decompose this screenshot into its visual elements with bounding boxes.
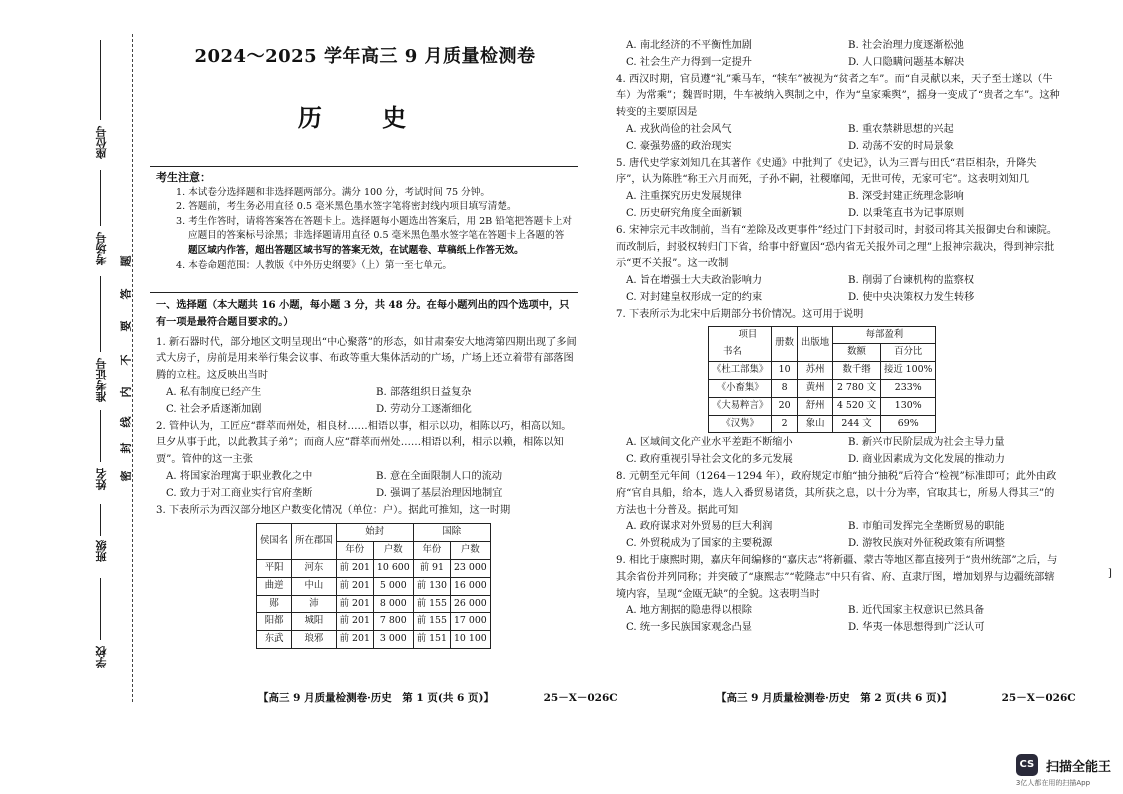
q1-option-d[interactable]: D. 劳动分工逐渐细化 xyxy=(376,403,472,415)
q3-col-guo: 国除 xyxy=(413,524,490,542)
q3-col-hu: 户数 xyxy=(373,542,413,560)
q5-options xyxy=(616,189,1062,223)
table-cell: 244 文 xyxy=(833,415,881,433)
divider-notice xyxy=(150,292,578,293)
q2-option-d[interactable]: D. 强调了基层治理因地制宜 xyxy=(376,487,503,499)
q3-col-year: 年份 xyxy=(413,542,450,560)
q4-option-a[interactable]: A. 戎狄尚俭的社会风气 xyxy=(626,123,732,135)
table-cell: 8 000 xyxy=(373,595,413,613)
q3-table-body xyxy=(257,559,491,648)
q3-col-feng: 始封 xyxy=(336,524,413,542)
q6-option-c[interactable]: C. 对封建皇权形成一定的约束 xyxy=(626,291,763,303)
q6-option-d[interactable]: D. 使中央决策权力发生转移 xyxy=(848,291,975,303)
table-cell: 曲逆 xyxy=(257,577,292,595)
q4-option-d[interactable]: D. 动荡不安的时局景象 xyxy=(848,140,954,152)
q7-option-d[interactable]: D. 商业因素成为文化发展的推动力 xyxy=(848,454,1005,466)
name-line[interactable] xyxy=(100,410,101,462)
seal-char: 内 xyxy=(119,386,133,398)
q3-options xyxy=(616,38,1062,72)
class-line[interactable] xyxy=(100,504,101,536)
notice-item: 应题目的答案标号涂黑；非选择题请用直径 0.5 毫米黑色墨水签字笔在答题卡上各题的答 xyxy=(188,230,565,242)
q2-options xyxy=(156,469,578,503)
q3-col-state: 侯国名 xyxy=(257,524,292,560)
q4-option-b[interactable]: B. 重农禁耕思想的兴起 xyxy=(848,123,954,135)
q7-table-body xyxy=(709,362,936,433)
table-row xyxy=(709,415,936,433)
scanner-watermark xyxy=(1016,754,1111,788)
table-cell: 10 600 xyxy=(373,559,413,577)
table-cell: 3 000 xyxy=(373,631,413,649)
table-row xyxy=(257,577,491,595)
table-cell: 《大易粹言》 xyxy=(709,397,772,415)
name-label: 姓名 xyxy=(95,468,108,490)
table-cell: 17 000 xyxy=(450,613,490,631)
q9-option-a[interactable]: A. 地方割据的隐患得以根除 xyxy=(626,605,752,617)
q8-option-d[interactable]: D. 游牧民族对外征税政策有所调整 xyxy=(848,538,1005,550)
seal-char: 密 xyxy=(119,470,133,482)
q3-col-year: 年份 xyxy=(336,542,373,560)
exam-title: 2024～2025 学年高三 9 月质量检测卷 xyxy=(194,46,536,67)
q4-option-c[interactable]: C. 豪强势盛的政治现实 xyxy=(626,140,732,152)
q3-option-c[interactable]: C. 社会生产力得到一定提升 xyxy=(626,56,752,68)
table-row xyxy=(257,631,491,649)
notice-item: 2. 答题前，考生务必用直径 0.5 毫米黑色墨水签字笔将密封线内项目填写清楚。 xyxy=(176,201,517,213)
q8-stem: 8. 元朝至元年间（1264－1294 年），政府规定市舶“抽分抽税”后符合“检视”标准即可；此外由政府“官自具船，给本，选人入番贸易诸货，其所获之息，以十分为率，官取其七，所易人得其三”的方法也十分普及。据此可知 xyxy=(616,470,1057,516)
q6-stem: 6. 宋神宗元丰改制前，当有“差除及改更事件”经过门下封驳司时，封驳司将其关报御史台和谏院。而改制后，封驳权转归门下省，给事中舒亶因“恐内省无关报外司之理”上报神宗裁决，得到神宗批示“更不关报”。这一改制 xyxy=(616,224,1058,270)
table-cell: 前 201 xyxy=(336,559,373,577)
table-cell: 阳都 xyxy=(257,613,292,631)
q1-options xyxy=(156,385,578,419)
q8-option-c[interactable]: C. 外贸税成为了国家的主要税源 xyxy=(626,538,773,550)
table-cell: 《小畜集》 xyxy=(709,379,772,397)
seal-char: 封 xyxy=(119,442,133,454)
subject-title: 历 史 xyxy=(297,103,433,132)
q9-stem: 9. 相比于康熙时期，嘉庆年间编修的“嘉庆志”将新疆、蒙古等地区都直接列于“贵州统部”之后，与其余省份并列同称；并突破了“康熙志”“乾隆志”中只有省、府、直隶厅图，增加划界与边疆统部辖境内容，呈现“金瓯无缺”的全貌。这表明当时 xyxy=(616,554,1058,600)
q7-table xyxy=(708,326,936,434)
table-cell: 河东 xyxy=(292,559,337,577)
q5-option-c[interactable]: C. 历史研究角度全面新颖 xyxy=(626,207,742,219)
seat-line[interactable] xyxy=(100,40,101,120)
q1-stem: 1. 新石器时代，部分地区文明呈现出“中心聚落”的形态，如甘肃秦安大地湾第四期出现了多间式大房子，房前是用来举行集会议事、布政等重大集体活动的广场，广场上还立着带有部落图腾的立柱。这反映出当时 xyxy=(156,336,577,382)
q5-option-b[interactable]: B. 深受封建正统理念影响 xyxy=(848,191,964,203)
q7-col-pct: 百分比 xyxy=(880,344,936,362)
section-intro: 一、选择题（本大题共 16 小题，每小题 3 分，共 48 分。在每小题列出的四个选项中，只有一项是最符合题目要求的。） xyxy=(156,299,570,328)
table-cell: 233% xyxy=(880,379,936,397)
scanner-logo-icon: CS xyxy=(1016,754,1038,776)
q5-option-d[interactable]: D. 以秉笔直书为记事原则 xyxy=(848,207,965,219)
q1-option-a[interactable]: A. 私有制度已经产生 xyxy=(166,386,262,398)
q9-option-b[interactable]: B. 近代国家主权意识已然具备 xyxy=(848,605,985,617)
q9-option-d[interactable]: D. 华夷一体思想得到广泛认可 xyxy=(848,622,985,634)
table-cell: 《汉隽》 xyxy=(709,415,772,433)
q3-option-a[interactable]: A. 南北经济的不平衡性加剧 xyxy=(626,40,752,51)
table-cell: 10 100 xyxy=(450,631,490,649)
table-row xyxy=(257,595,491,613)
table-cell: 郧 xyxy=(257,595,292,613)
q8-options xyxy=(616,519,1062,553)
notice-item: 3. 考生作答时，请将答案答在答题卡上。选择题每小题选出答案后，用 2B 铅笔把答题卡上对 xyxy=(176,215,573,227)
seal-char: 答 xyxy=(119,288,133,300)
q2-option-a[interactable]: A. 将国家治理寓于职业教化之中 xyxy=(166,470,313,482)
q7-header-book: 书名 xyxy=(723,345,742,357)
table-cell: 10 xyxy=(772,362,798,380)
table-cell: 前 151 xyxy=(413,631,450,649)
table-cell: 4 520 文 xyxy=(833,397,881,415)
right-column xyxy=(616,38,1062,637)
q7-col-num: 数额 xyxy=(833,344,881,362)
q5-option-a[interactable]: A. 注重探究历史发展规律 xyxy=(626,191,742,203)
notice-item: 题区域内作答，超出答题区域书写的答案无效，在试题卷、草稿纸上作答无效。 xyxy=(188,244,524,256)
q3-col-loc: 所在郡国 xyxy=(292,524,337,560)
footer-page2-code: 25－X－026C xyxy=(1001,692,1076,704)
table-cell: 接近 100% xyxy=(880,362,936,380)
q4-options xyxy=(616,122,1062,156)
table-cell: 城阳 xyxy=(292,613,337,631)
q9-option-c[interactable]: C. 统一多民族国家观念凸显 xyxy=(626,622,752,634)
exam-room-label: 考场号 xyxy=(95,232,108,265)
left-column xyxy=(156,297,578,649)
q7-col-profit: 每部盈利 xyxy=(833,326,936,344)
footer-page1 xyxy=(258,690,618,705)
table-cell: 中山 xyxy=(292,577,337,595)
notice-item: 1. 本试卷分选择题和非选择题两部分。满分 100 分，考试时间 75 分钟。 xyxy=(176,186,490,198)
admission-line[interactable] xyxy=(100,276,101,352)
q7-col-vol: 册数 xyxy=(772,326,798,362)
seal-char: 不 xyxy=(119,354,133,366)
q7-stem: 7. 下表所示为北宋中后期部分书价情况。这可用于说明 xyxy=(616,308,864,320)
table-cell: 26 000 xyxy=(450,595,490,613)
q2-option-c[interactable]: C. 致力于对工商业实行官府垄断 xyxy=(166,487,313,499)
notice-items xyxy=(156,186,580,274)
q3-col-hu: 户数 xyxy=(450,542,490,560)
q8-option-a[interactable]: A. 政府谋求对外贸易的巨大利润 xyxy=(626,521,773,533)
q6-options xyxy=(616,273,1062,307)
q1-option-b[interactable]: B. 部落组织日益复杂 xyxy=(376,386,472,398)
table-cell: 16 000 xyxy=(450,577,490,595)
table-cell: 前 130 xyxy=(413,577,450,595)
table-cell: 《杜工部集》 xyxy=(709,362,772,380)
q1-option-c[interactable]: C. 社会矛盾逐渐加剧 xyxy=(166,403,262,415)
table-cell: 前 155 xyxy=(413,613,450,631)
q7-col-place: 出版地 xyxy=(798,326,833,362)
q8-option-b[interactable]: B. 市舶司发挥完全垄断贸易的职能 xyxy=(848,521,1005,533)
edge-mark: ] xyxy=(1108,568,1112,579)
exam-room-line[interactable] xyxy=(100,170,101,226)
scanner-tagline: 3亿人都在用的扫描App xyxy=(1015,779,1091,787)
seal-char: 要 xyxy=(119,320,133,332)
table-cell: 数千缗 xyxy=(833,362,881,380)
table-row xyxy=(257,559,491,577)
table-cell: 69% xyxy=(880,415,936,433)
q7-col-item-book xyxy=(709,326,772,362)
seat-label: 座位号 xyxy=(95,126,108,159)
notice-item: 4. 本卷命题范围：人教版《中外历史纲要》（上）第一至七单元。 xyxy=(176,259,453,271)
table-row xyxy=(709,362,936,380)
table-cell: 前 201 xyxy=(336,595,373,613)
q3-option-d[interactable]: D. 人口隐瞒问题基本解决 xyxy=(848,56,965,68)
school-line[interactable] xyxy=(100,578,101,640)
class-label: 班级 xyxy=(95,540,108,562)
q5-stem: 5. 唐代史学家刘知几在其著作《史通》中批判了《史记》，认为三晋与田氏“君臣相杂，升降失序”，认为陈胜“称王六月而死，子孙不嗣，社稷靡闻，无世可传，无家可宅”。这表明刘知几 xyxy=(616,157,1037,186)
table-row xyxy=(257,613,491,631)
table-cell: 2 xyxy=(772,415,798,433)
table-cell: 琅邪 xyxy=(292,631,337,649)
notice-title: 考生注意： xyxy=(156,171,211,184)
q3-option-b[interactable]: B. 社会治理力度逐渐松弛 xyxy=(848,40,964,51)
table-cell: 前 201 xyxy=(336,613,373,631)
table-row xyxy=(709,397,936,415)
q6-option-b[interactable]: B. 削弱了台谏机构的监察权 xyxy=(848,275,975,287)
q4-stem: 4. 西汉时期，官员遵“礼”乘马车，“犊车”被视为“贫者之车”。而“自灵献以来，天子至士遂以（牛车）为常乘”；魏晋时期，牛车被纳入舆制之中，作为“皇家乘舆”，摇身一变成了“贵者之车”。这种转变的主要原因是 xyxy=(616,73,1060,119)
school-label: 学校 xyxy=(95,646,108,668)
table-cell: 前 91 xyxy=(413,559,450,577)
q3-stem: 3. 下表所示为西汉部分地区户数变化情况（单位：户）。据此可推知，这一时期 xyxy=(156,504,511,516)
q7-option-a[interactable]: A. 区域间文化产业水平差距不断缩小 xyxy=(626,437,793,449)
table-cell: 东武 xyxy=(257,631,292,649)
q7-option-c[interactable]: C. 政府重视引导社会文化的多元发展 xyxy=(626,454,793,466)
scanner-name: 扫描全能王 xyxy=(1045,759,1111,775)
table-cell: 8 xyxy=(772,379,798,397)
table-cell: 前 201 xyxy=(336,631,373,649)
table-row xyxy=(709,379,936,397)
table-cell: 前 155 xyxy=(413,595,450,613)
table-cell: 5 000 xyxy=(373,577,413,595)
q7-header-item: 项目 xyxy=(738,329,758,341)
q7-option-b[interactable]: B. 新兴市民阶层成为社会主导力量 xyxy=(848,437,1005,449)
footer-page2-text: 【高三 9 月质量检测卷·历史 第 2 页(共 6 页)】 xyxy=(716,692,952,704)
table-cell: 130% xyxy=(880,397,936,415)
table-cell: 前 201 xyxy=(336,577,373,595)
table-cell: 20 xyxy=(772,397,798,415)
page-one xyxy=(150,42,580,133)
q3-table xyxy=(256,523,491,649)
q6-option-a[interactable]: A. 旨在增强士大夫政治影响力 xyxy=(626,275,763,287)
table-cell: 沛 xyxy=(292,595,337,613)
notice-block xyxy=(156,171,580,273)
table-cell: 舒州 xyxy=(798,397,833,415)
q2-stem: 2. 管仲认为，工匠应“群萃而州处，相良材……相语以事，相示以功，相陈以巧，相高以知。旦夕从事于此，以此教其子弟”；而商人应“群萃而州处……相语以利，相示以赖，相陈以知贾”。管仲的这一主张 xyxy=(156,420,572,466)
table-cell: 黄州 xyxy=(798,379,833,397)
table-cell: 7 800 xyxy=(373,613,413,631)
seal-char: 题 xyxy=(119,255,133,267)
footer-page2 xyxy=(716,690,1076,705)
footer-page1-code: 25－X－026C xyxy=(543,692,618,704)
seal-line xyxy=(132,34,133,702)
q2-option-b[interactable]: B. 意在全面限制人口的流动 xyxy=(376,470,503,482)
admission-label: 准考证号 xyxy=(95,358,108,402)
q9-options xyxy=(616,603,1062,637)
footer-page1-text: 【高三 9 月质量检测卷·历史 第 1 页(共 6 页)】 xyxy=(258,692,494,704)
q7-options xyxy=(616,435,1062,469)
table-cell: 2 780 文 xyxy=(833,379,881,397)
table-cell: 平阳 xyxy=(257,559,292,577)
divider-top xyxy=(150,166,578,167)
table-cell: 象山 xyxy=(798,415,833,433)
seal-char: 线 xyxy=(119,416,133,428)
table-cell: 23 000 xyxy=(450,559,490,577)
table-cell: 苏州 xyxy=(798,362,833,380)
